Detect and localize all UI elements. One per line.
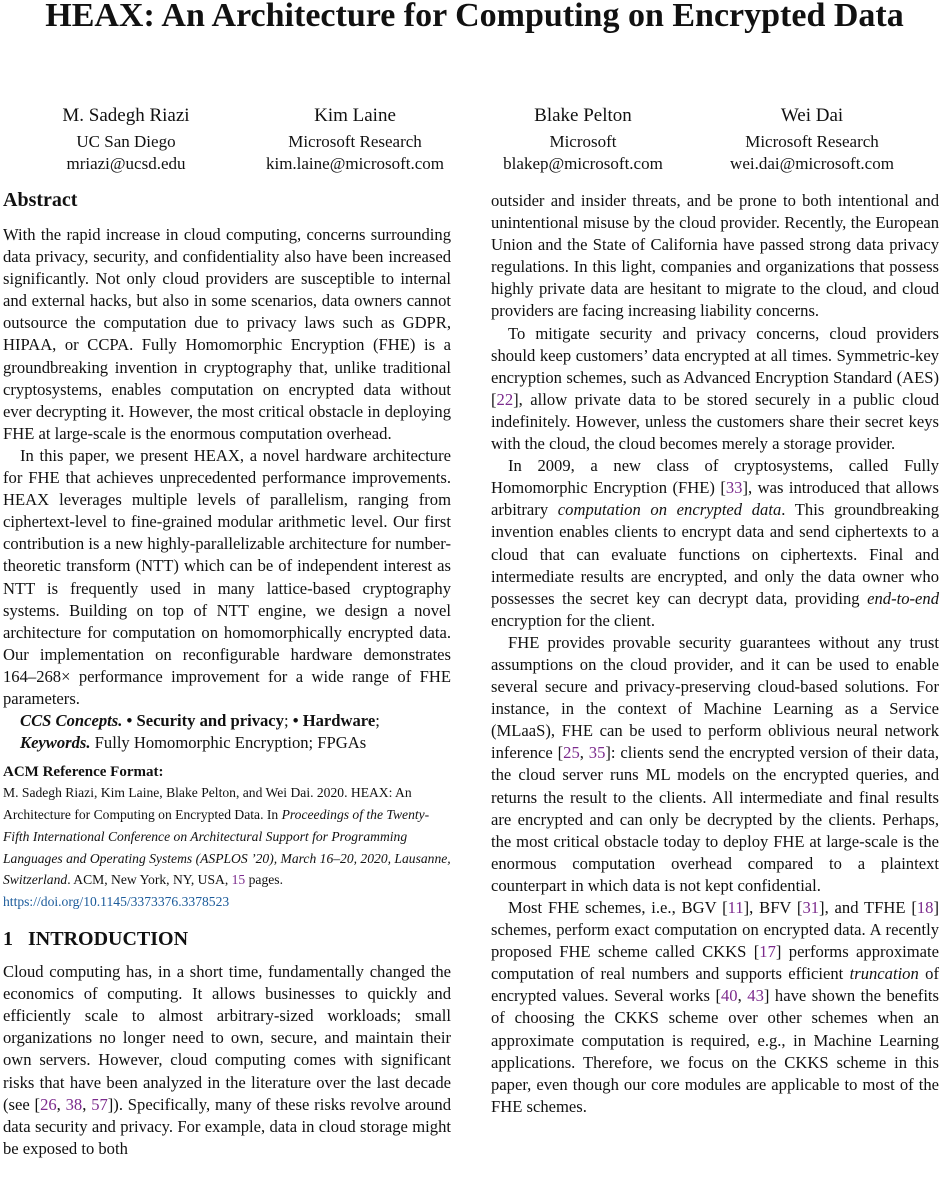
section-heading xyxy=(3,925,451,953)
body-paragraph: FHE provides provable security guarantees without any trust assumptions on the cloud provider, and it can be used to enable several secure and privacy-preserving cloud-based solutions. For instance, in the context of Machine Learning as a Service (MLaaS), FHE can be used to perform oblivious neural network inference [25, 35]: clients send the encrypted version of their data, the cloud server runs ML models on the encrypted queries, and returns the result to the clients. All intermediate and final results are encrypted and can only be decrypted by the clients. Perhaps, the most critical obstacle today to deploy FHE at large-scale is the enormous computation overhead compared to a plaintext counterpart in which data is not kept confidential. xyxy=(491,632,939,895)
citation-link[interactable]: 18 xyxy=(916,898,934,917)
citation-link[interactable]: 57 xyxy=(91,1094,108,1114)
author-name: M. Sadegh Riazi xyxy=(62,105,190,126)
author-name: Wei Dai xyxy=(780,105,844,126)
author-affiliation: Microsoft Research xyxy=(288,132,422,151)
abstract-paragraph: With the rapid increase in cloud computing, concerns surrounding data privacy, security, and confidentiality also have been increased significantly. Not only cloud providers are susceptible to internal and external hacks, but also in some scenarios, data owners cannot outsource the computation due to privacy laws such as GDPR, HIPAA, or CCPA. Fully Homomorphic Encryption (FHE) is a groundbreaking invention in cryptography that, unlike traditional cryptosystems, enables computation on encrypted data without ever decrypting it. However, the most critical obstacle in deploying FHE at large-scale is the enormous computation overhead. xyxy=(3,225,451,443)
author-affiliation: Microsoft xyxy=(549,132,617,151)
citation-link[interactable]: 22 xyxy=(496,389,514,409)
intro-paragraph: Cloud computing has, in a short time, fundamentally changed the economics of computing. It allows businesses to quickly and efficiently scale to almost arbitrary-sized workloads; small organizations no longer need to own, secure, and maintain their own servers. However, cloud computing comes with significant risks that have been analyzed in the literature over the last decade (see [26, 38, 57]). Specifically, many of these risks revolve around data security and privacy. For example, data in cloud storage might be exposed to both xyxy=(3,962,452,1158)
author-email: blakep@microsoft.com xyxy=(503,154,663,173)
author-1 xyxy=(6,105,246,175)
author-email: wei.dai@microsoft.com xyxy=(730,154,894,173)
citation-link[interactable]: 33 xyxy=(725,478,743,498)
citation-link[interactable]: 11 xyxy=(727,898,744,917)
abstract-paragraph: In this paper, we present HEAX, a novel hardware architecture for FHE that achieves unprecedented performance improvements. HEAX leverages multiple levels of parallelism, ranging from ciphertext-level to fine-grained modular arithmetic level. Our first contribution is a new highly-parallelizable architecture for number-theoretic transform (NTT) which can be of independent interest as NTT is frequently used in many lattice-based cryptography systems. Building on top of NTT engine, we design a novel architecture for computation on homomorphically encrypted data. Our implementation on reconfigurable hardware demonstrates 164–268× performance improvement for a wide range of FHE parameters. xyxy=(3,445,451,708)
citation-link[interactable]: 40 xyxy=(720,986,738,1006)
body-paragraph: outsider and insider threats, and be prone to both intentional and unintentional misuse by the cloud provider. Recently, the European Union and the State of California have passed strong data privacy regulations. In this light, companies and organizations that possess highly private data are hesitant to migrate to the cloud, and cloud providers are facing increasing liability concerns. xyxy=(491,191,939,321)
citation-link[interactable]: 35 xyxy=(588,743,606,763)
author-2 xyxy=(235,105,475,175)
author-name: Blake Pelton xyxy=(534,105,632,126)
author-3 xyxy=(463,105,703,175)
doi-link[interactable]: https://doi.org/10.1145/3373376.3378523 xyxy=(3,894,230,910)
acm-reference-heading: ACM Reference Format: xyxy=(3,764,164,781)
section-title: INTRODUCTION xyxy=(28,928,189,951)
author-email: mriazi@ucsd.edu xyxy=(66,154,186,173)
ccs-concepts: CCS Concepts. • Security and privacy; • Hardware; xyxy=(20,711,380,731)
author-name: Kim Laine xyxy=(314,105,396,126)
author-email: kim.laine@microsoft.com xyxy=(265,154,445,173)
body-paragraph: To mitigate security and privacy concerns, cloud providers should keep customers’ data encrypted at all times. Symmetric-key encryption schemes, such as Advanced Encryption Standard (AES) [22], allow private data to be stored securely in a public cloud indefinitely. However, unless the customers share their secret keys with the cloud, the cloud becomes merely a storage provider. xyxy=(491,323,939,454)
citation-link[interactable]: 17 xyxy=(759,942,776,962)
left-column xyxy=(3,186,451,1160)
keywords-text: Fully Homomorphic Encryption; FPGAs xyxy=(90,733,367,753)
ccs-term: • Hardware xyxy=(292,711,376,731)
abstract-heading: Abstract xyxy=(3,189,78,211)
acm-reference: M. Sadegh Riazi, Kim Laine, Blake Pelton, and Wei Dai. 2020. HEAX: An Architecture for Computing on Encrypted Data. In Proceedings of the Twenty-Fifth International Conference on Architectural Support for Programming Languages and Operating Systems (ASPLOS ’20), March 16–20, 2020, Lausanne, Switzerland. ACM, New York, NY, USA, 15 pages. https://doi.org/10.1145/3373376.3378523 xyxy=(3,785,451,910)
paper-title: HEAX: An Architecture for Computing on Encrypted Data xyxy=(45,0,904,34)
citation-link[interactable]: 26 xyxy=(40,1094,57,1114)
keywords xyxy=(3,732,451,754)
citation-link[interactable]: 31 xyxy=(802,898,820,917)
author-4 xyxy=(692,105,932,175)
author-affiliation: Microsoft Research xyxy=(745,132,879,151)
body-paragraph: Most FHE schemes, i.e., BGV [11], BFV [31], and TFHE [18] schemes, perform exact computation on encrypted data. A recently proposed FHE scheme called CKKS [17] performs approximate computation of real numbers and supports efficient truncation of encrypted values. Several works [40, 43] have shown the benefits of choosing the CKKS scheme over other schemes when an approximate computation is required, e.g., in Machine Learning applications. Therefore, we focus on the CKKS scheme in this paper, even though our core modules are applicable to most of the FHE schemes. xyxy=(491,898,940,1116)
ccs-label: CCS Concepts. xyxy=(20,711,123,731)
keywords-label: Keywords. xyxy=(20,733,91,753)
citation-link[interactable]: 25 xyxy=(563,743,580,763)
right-column xyxy=(491,190,939,1118)
section-number: 1 xyxy=(3,928,13,951)
citation-link[interactable]: 38 xyxy=(65,1094,83,1114)
citation-link[interactable]: 43 xyxy=(747,986,764,1006)
ccs-term: • Security and privacy xyxy=(126,711,284,731)
body-paragraph: In 2009, a new class of cryptosystems, called Fully Homomorphic Encryption (FHE) [33], was introduced that allows arbitrary computation on encrypted data. This groundbreaking invention enables clients to encrypt data and send ciphertexts to a cloud that can evaluate functions on ciphertexts. Final and intermediate results are encrypted, and only the data owner who possesses the secret key can decrypt data, providing end-to-end encryption for the client. xyxy=(491,456,940,630)
pages-link[interactable]: 15 xyxy=(231,872,246,888)
author-affiliation: UC San Diego xyxy=(76,132,176,151)
